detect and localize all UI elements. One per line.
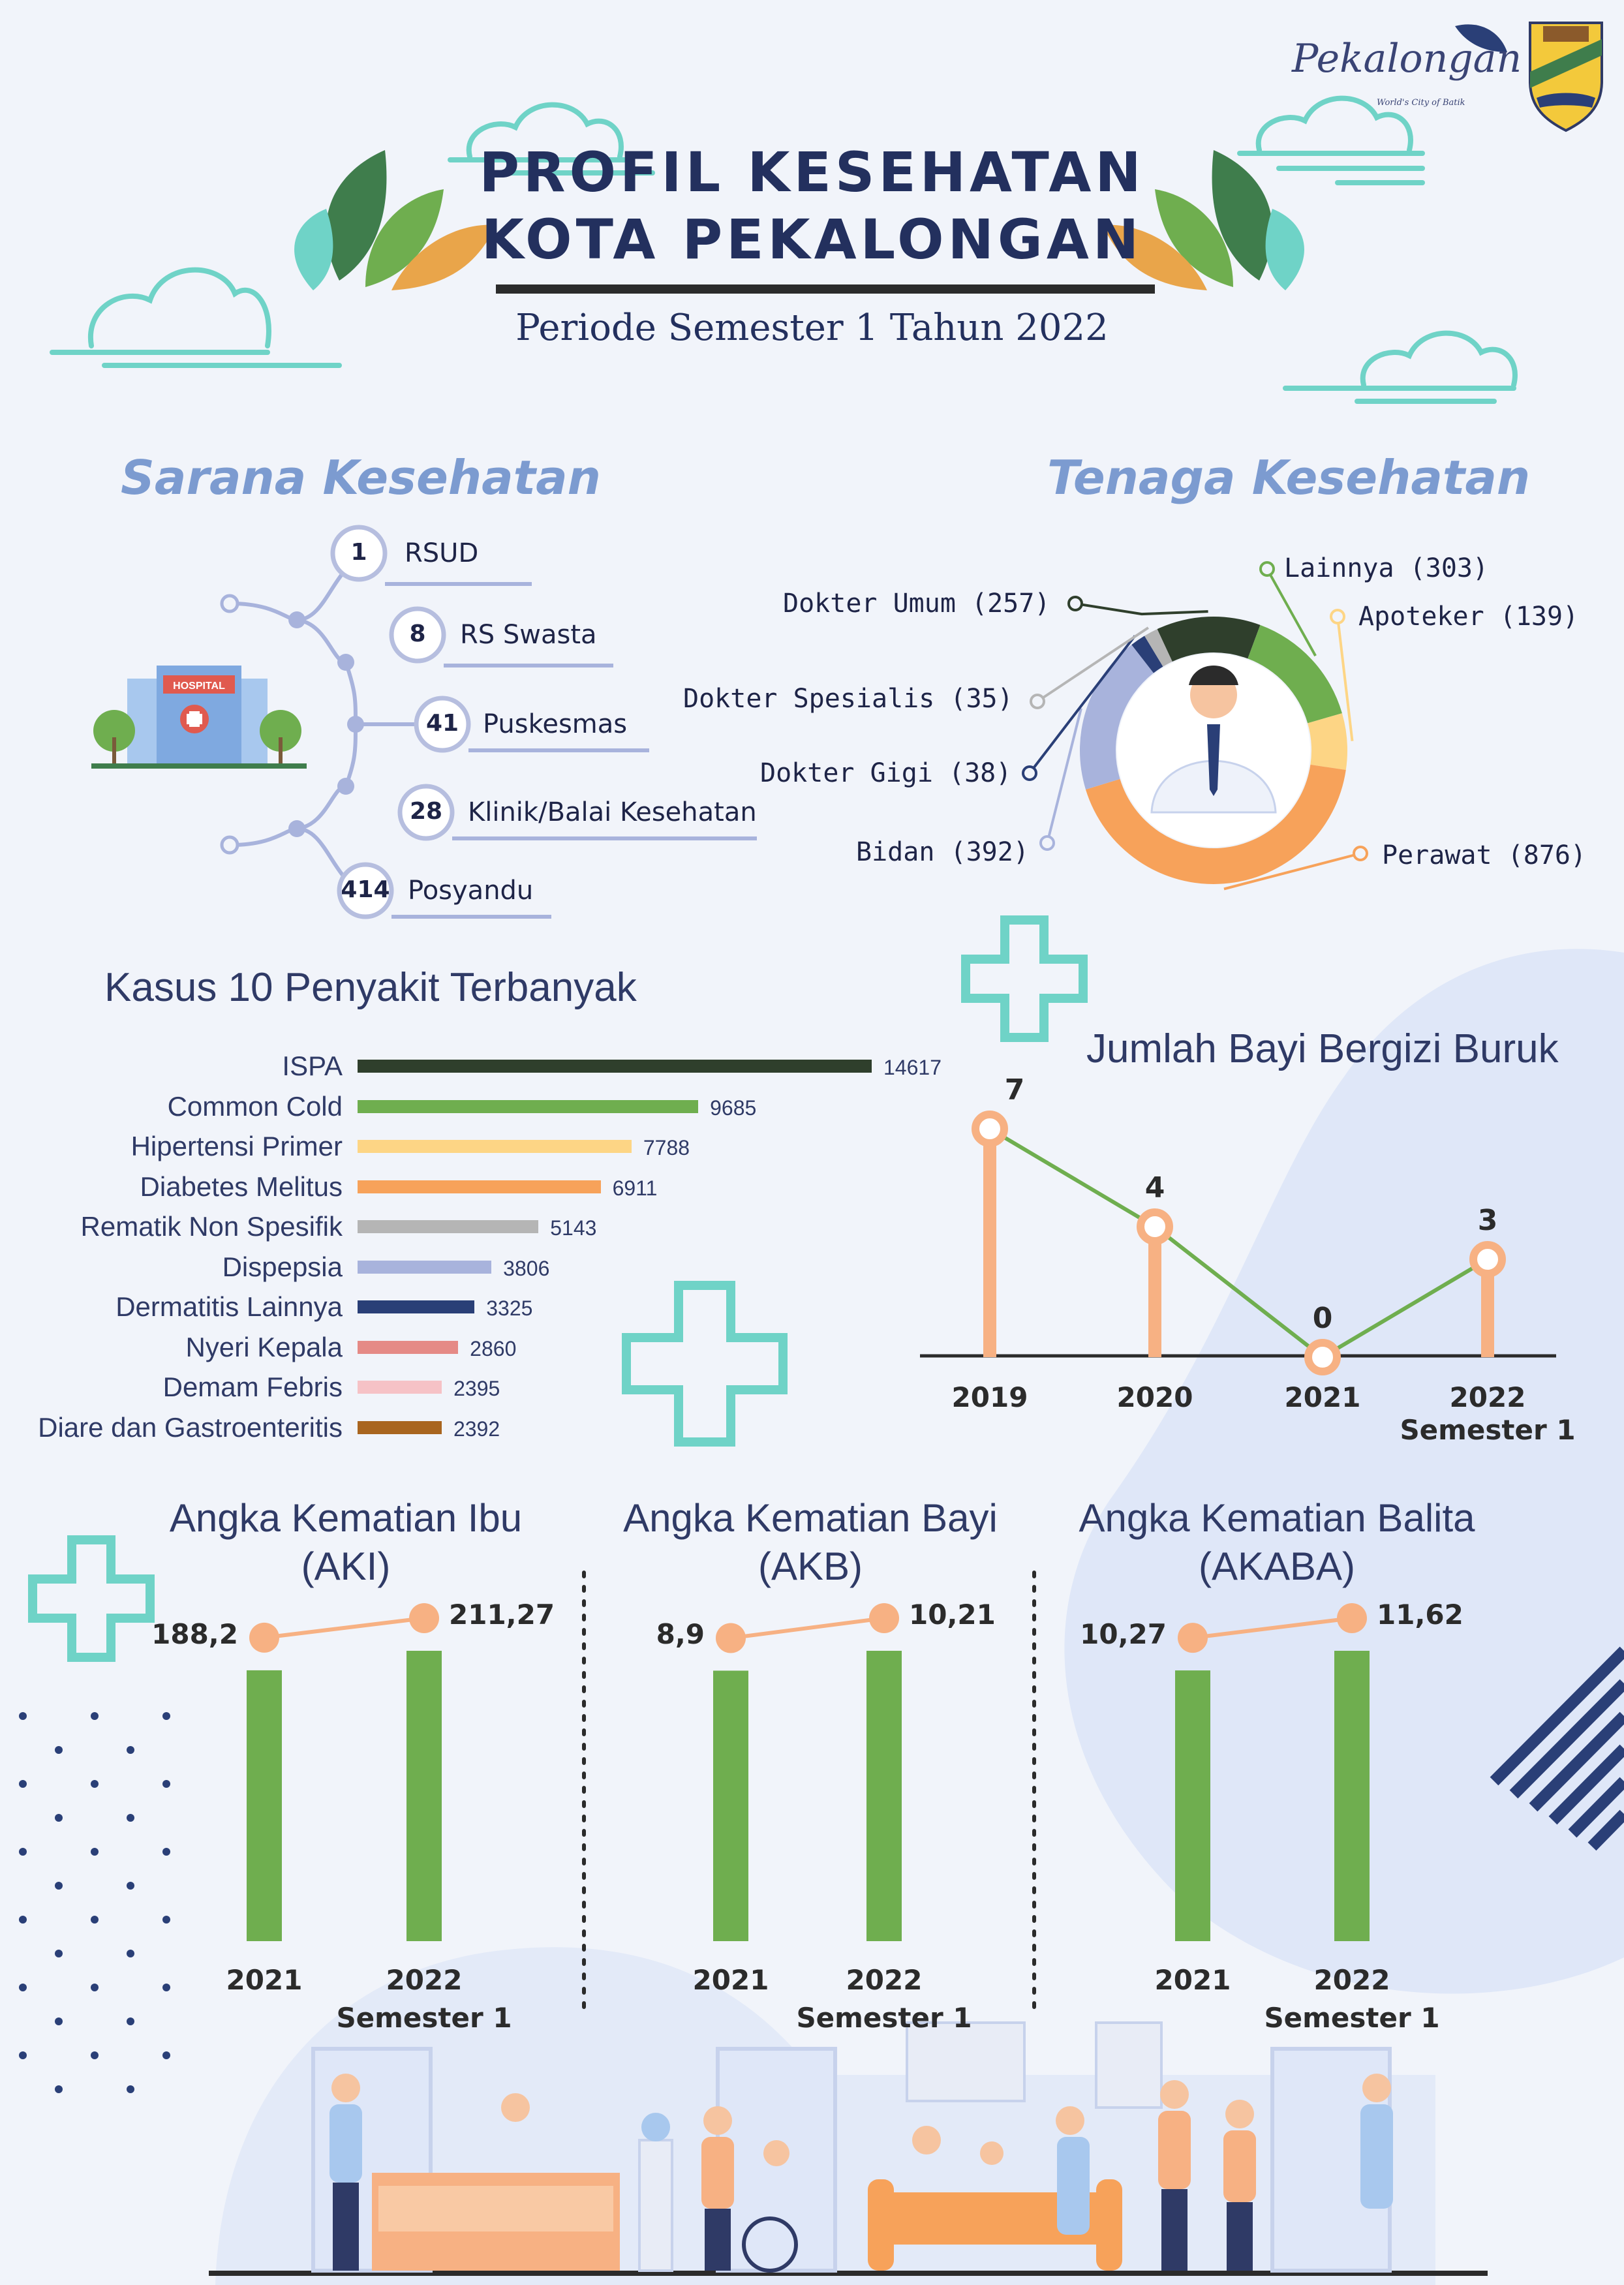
disease-value: 3806 [503, 1256, 550, 1280]
gizi-year-sub: Semester 1 [1400, 1414, 1576, 1446]
disease-label: Rematik Non Spesifik [80, 1211, 343, 1242]
gizi-value: 0 [1312, 1302, 1333, 1335]
mortality-point [1337, 1603, 1367, 1633]
mortality-bar [247, 1670, 282, 1941]
disease-label: Demam Febris [162, 1372, 343, 1402]
mortality-title: Angka Kematian Ibu [169, 1496, 523, 1540]
disease-label: Common Cold [167, 1090, 343, 1122]
facility-count: 414 [341, 876, 390, 903]
mortality-year: 2022 [846, 1964, 923, 1996]
disease-value: 6911 [612, 1176, 658, 1200]
mortality-year: 2022 [1313, 1964, 1390, 1996]
mortality-trend-line [1193, 1618, 1352, 1638]
mortality-value: 188,2 [151, 1618, 238, 1650]
mortality-value: 10,21 [909, 1599, 996, 1631]
mortality-title: Angka Kematian Bayi [623, 1496, 998, 1540]
gizi-value: 7 [1004, 1073, 1025, 1107]
mortality-trend-line [264, 1618, 424, 1638]
mortality-title: Angka Kematian Balita [1079, 1496, 1475, 1540]
mortality-bar [1334, 1651, 1370, 1941]
disease-value: 7788 [643, 1136, 690, 1159]
facility-label: Klinik/Balai Kesehatan [468, 797, 757, 827]
brand-tagline: World's City of Batik [1377, 98, 1465, 108]
svg-text:HOSPITAL: HOSPITAL [173, 681, 225, 692]
facility-count: 8 [409, 621, 426, 647]
mortality-year: 2022 [386, 1964, 463, 1996]
facility-count: 28 [409, 798, 443, 825]
mortality-point [1178, 1623, 1208, 1653]
mortality-year-sub: Semester 1 [796, 2002, 972, 2034]
mortality-year-sub: Semester 1 [336, 2002, 512, 2034]
disease-value: 14617 [883, 1056, 942, 1079]
disease-label: Diabetes Melitus [140, 1171, 343, 1202]
mortality-title-abbr: (AKB) [758, 1544, 863, 1588]
mortality-year: 2021 [692, 1964, 769, 1996]
mortality-title-abbr: (AKI) [301, 1544, 391, 1588]
facility-label: RSUD [405, 538, 479, 568]
facility-label: Posyandu [408, 876, 534, 906]
facility-label: RS Swasta [460, 620, 597, 650]
donut-slice-label: Lainnya (303) [1284, 553, 1489, 583]
mortality-bar [406, 1651, 442, 1941]
disease-value: 2860 [470, 1336, 517, 1360]
penyakit-title: Kasus 10 Penyakit Terbanyak [104, 965, 637, 1010]
donut-slice-label: Dokter Umum (257) [783, 589, 1050, 619]
gizi-title: Jumlah Bayi Bergizi Buruk [1086, 1026, 1559, 1071]
mortality-point [409, 1603, 439, 1633]
mortality-value: 211,27 [449, 1599, 555, 1631]
sarana-title: Sarana Kesehatan [121, 450, 601, 505]
disease-value: 5143 [550, 1216, 597, 1240]
disease-value: 9685 [710, 1096, 757, 1120]
disease-label: Nyeri Kepala [185, 1331, 343, 1362]
mortality-year: 2021 [1154, 1964, 1231, 1996]
mortality-year-sub: Semester 1 [1264, 2002, 1440, 2034]
donut-slice-label: Dokter Gigi (38) [760, 758, 1012, 788]
disease-value: 2392 [453, 1417, 500, 1441]
gizi-year: 2021 [1284, 1381, 1361, 1413]
donut-slice-label: Apoteker (139) [1358, 602, 1579, 632]
mortality-value: 10,27 [1080, 1618, 1167, 1651]
gizi-year: 2022 [1449, 1381, 1526, 1413]
disease-label: ISPA [282, 1050, 343, 1081]
mortality-value: 11,62 [1377, 1599, 1463, 1631]
mortality-point [716, 1623, 746, 1653]
mortality-point [869, 1603, 899, 1633]
mortality-value: 8,9 [656, 1618, 705, 1651]
page-title-line1: PROFIL KESEHATAN [479, 140, 1145, 204]
donut-slice-label: Bidan (392) [856, 837, 1029, 867]
mortality-bar [866, 1651, 902, 1941]
gizi-year: 2020 [1116, 1381, 1193, 1413]
gizi-value: 4 [1144, 1171, 1165, 1204]
mortality-title-abbr: (AKABA) [1198, 1544, 1356, 1588]
mortality-trend-line [731, 1618, 884, 1638]
donut-slice-label: Perawat (876) [1382, 840, 1587, 870]
tenaga-title: Tenaga Kesehatan [1047, 450, 1531, 505]
gizi-value: 3 [1477, 1204, 1498, 1237]
gizi-year: 2019 [951, 1381, 1028, 1413]
brand-wordmark: Pekalongan [1292, 36, 1522, 82]
disease-label: Dermatitis Lainnya [115, 1291, 343, 1322]
mortality-point [249, 1623, 279, 1653]
disease-value: 2395 [453, 1377, 500, 1400]
disease-label: Dispepsia [222, 1251, 343, 1282]
mortality-bar [713, 1670, 748, 1941]
periode-text: Periode Semester 1 Tahun 2022 [515, 307, 1109, 349]
disease-label: Diare dan Gastroenteritis [38, 1411, 343, 1443]
disease-value: 3325 [486, 1296, 533, 1320]
mortality-bar [1175, 1670, 1210, 1941]
facility-count: 41 [425, 710, 459, 737]
facility-label: Puskesmas [483, 709, 628, 739]
disease-label: Hipertensi Primer [130, 1131, 343, 1161]
facility-count: 1 [350, 539, 367, 566]
donut-slice-label: Dokter Spesialis (35) [683, 684, 1013, 714]
page-title-line2: KOTA PEKALONGAN [481, 207, 1143, 271]
mortality-year: 2021 [226, 1964, 303, 1996]
